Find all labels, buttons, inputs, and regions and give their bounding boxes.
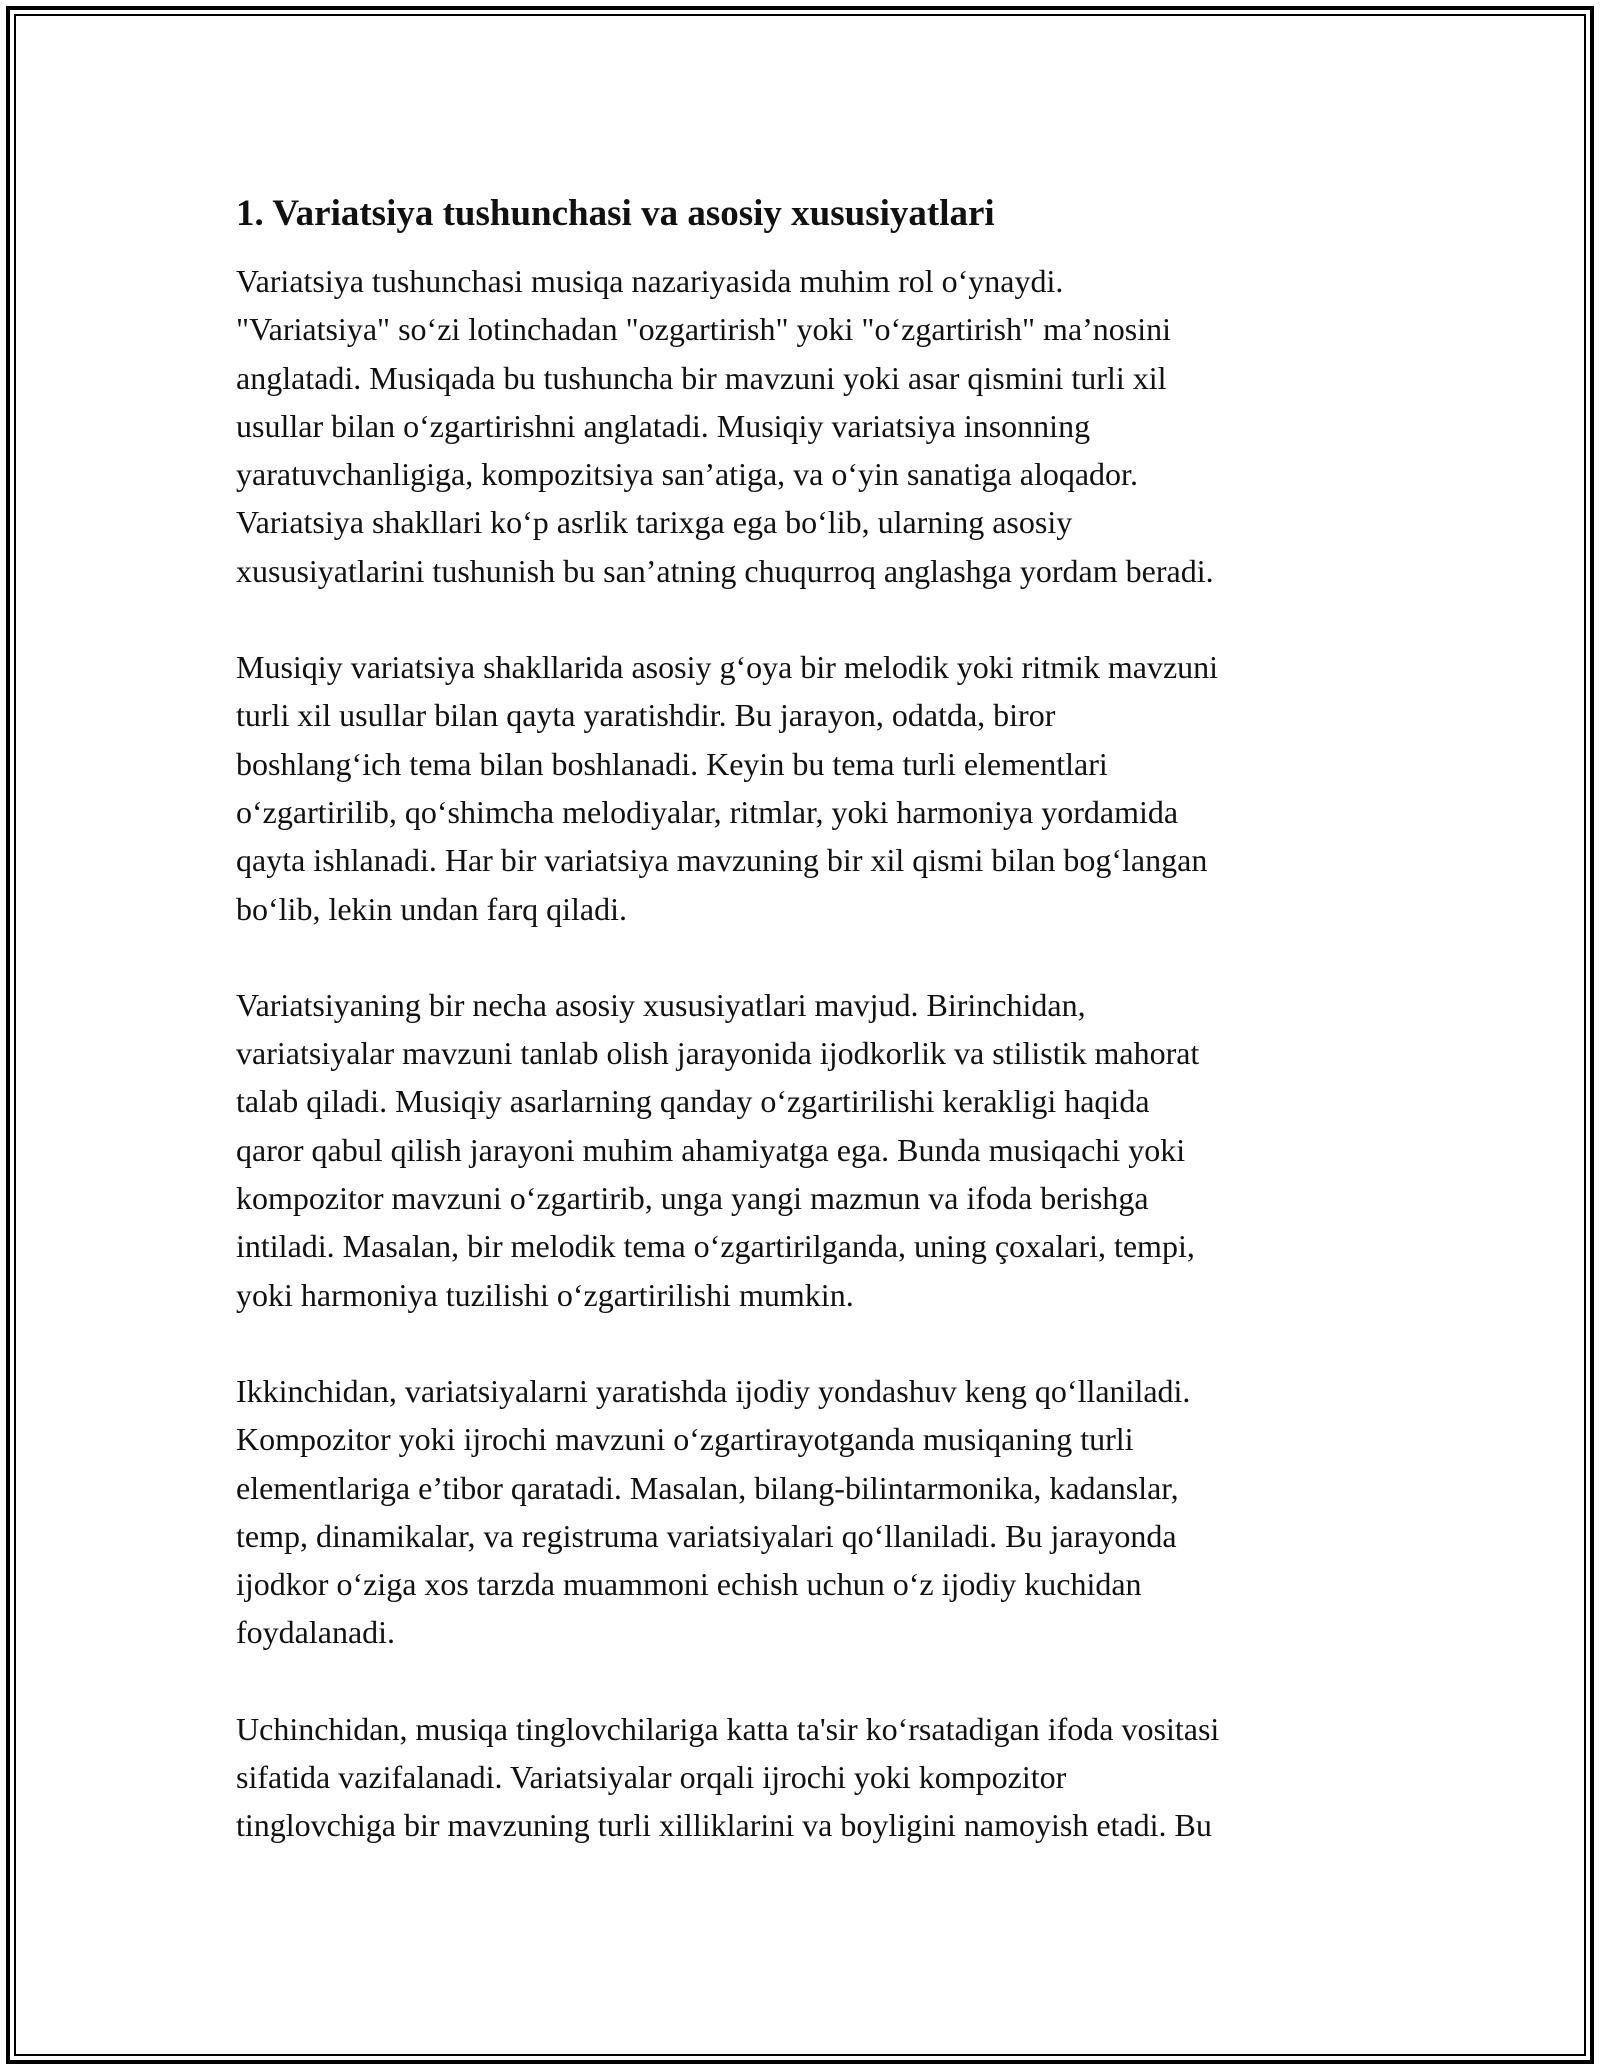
text-line: yaratuvchanligiga, kompozitsiya san’atiga, va o‘yin sanatiga aloqador. bbox=[236, 456, 1138, 493]
text-line: Kompozitor yoki ijrochi mavzuni o‘zgartirayotganda musiqaning turli bbox=[236, 1421, 1134, 1458]
text-line: boshlang‘ich tema bilan boshlanadi. Keyin bu tema turli elementlari bbox=[236, 745, 1108, 782]
text-line: Variatsiya shakllari ko‘p asrlik tarixga ega bo‘lib, ularning asosiy bbox=[236, 504, 1073, 541]
paragraph-2 bbox=[236, 643, 1376, 933]
paragraph-1 bbox=[236, 257, 1376, 595]
text-line: sifatida vazifalanadi. Variatsiyalar orqali ijrochi yoki kompozitor bbox=[236, 1759, 1067, 1796]
text-line: "Variatsiya" so‘zi lotinchadan "ozgartirish" yoki "o‘zgartirish" ma’nosini bbox=[236, 311, 1172, 348]
text-line: Variatsiyaning bir necha asosiy xususiyatlari mavjud. Birinchidan, bbox=[236, 986, 1086, 1023]
text-line: Musiqiy variatsiya shakllarida asosiy g‘oya bir melodik yoki ritmik mavzuni bbox=[236, 649, 1219, 686]
text-line: Variatsiya tushunchasi musiqa nazariyasida muhim rol o‘ynaydi. bbox=[236, 263, 1064, 299]
section-heading: 1. Variatsiya tushunchasi va asosiy xususiyatlari bbox=[236, 193, 995, 234]
text-line: qayta ishlanadi. Har bir variatsiya mavzuning bir xil qismi bilan bog‘langan bbox=[236, 842, 1208, 879]
text-line: foydalanadi. bbox=[236, 1614, 396, 1651]
paragraph-4 bbox=[236, 1367, 1376, 1657]
text-line: xususiyatlarini tushunish bu san’atning chuqurroq anglashga yordam beradi. bbox=[236, 552, 1214, 589]
text-line: tinglovchiga bir mavzuning turli xilliklarini va boyligini namoyish etadi. Bu bbox=[236, 1807, 1212, 1844]
text-line: qaror qabul qilish jarayoni muhim ahamiyatga ega. Bunda musiqachi yoki bbox=[236, 1131, 1186, 1168]
paragraph-3 bbox=[236, 981, 1376, 1319]
text-line: ijodkor o‘ziga xos tarzda muammoni echish uchun o‘z ijodiy kuchidan bbox=[236, 1566, 1142, 1603]
document-body bbox=[236, 188, 1376, 1898]
text-line: talab qiladi. Musiqiy asarlarning qanday o‘zgartirilishi kerakligi haqida bbox=[236, 1083, 1150, 1120]
text-line: o‘zgartirilib, qo‘shimcha melodiyalar, ritmlar, yoki harmoniya yordamida bbox=[236, 793, 1179, 830]
text-line: bo‘lib, lekin undan farq qiladi. bbox=[236, 890, 628, 927]
text-line: Ikkinchidan, variatsiyalarni yaratishda ijodiy yondashuv keng qo‘llaniladi. bbox=[236, 1372, 1191, 1409]
text-line: usullar bilan o‘zgartirishni anglatadi. Musiqiy variatsiya insonning bbox=[236, 407, 1091, 444]
text-line: variatsiyalar mavzuni tanlab olish jarayonida ijodkorlik va stilistik mahorat bbox=[236, 1035, 1200, 1072]
text-line: intiladi. Masalan, bir melodik tema o‘zgartirilganda, uning çoxalari, tempi, bbox=[236, 1228, 1195, 1265]
paragraph-5 bbox=[236, 1705, 1376, 1850]
text-line: Uchinchidan, musiqa tinglovchilariga katta ta'sir ko‘rsatadigan ifoda vositasi bbox=[236, 1710, 1220, 1747]
text-line: anglatadi. Musiqada bu tushuncha bir mavzuni yoki asar qismini turli xil bbox=[236, 359, 1167, 396]
text-line: kompozitor mavzuni o‘zgartirib, unga yangi mazmun va ifoda berishga bbox=[236, 1180, 1149, 1217]
text-line: temp, dinamikalar, va registruma variatsiyalari qo‘llaniladi. Bu jarayonda bbox=[236, 1517, 1177, 1554]
text-line: yoki harmoniya tuzilishi o‘zgartirilishi mumkin. bbox=[236, 1276, 854, 1313]
text-line: elementlariga e’tibor qaratadi. Masalan, bilang-bilintarmonika, kadanslar, bbox=[236, 1469, 1179, 1506]
text-line: turli xil usullar bilan qayta yaratishdir. Bu jarayon, odatda, biror bbox=[236, 697, 1056, 734]
